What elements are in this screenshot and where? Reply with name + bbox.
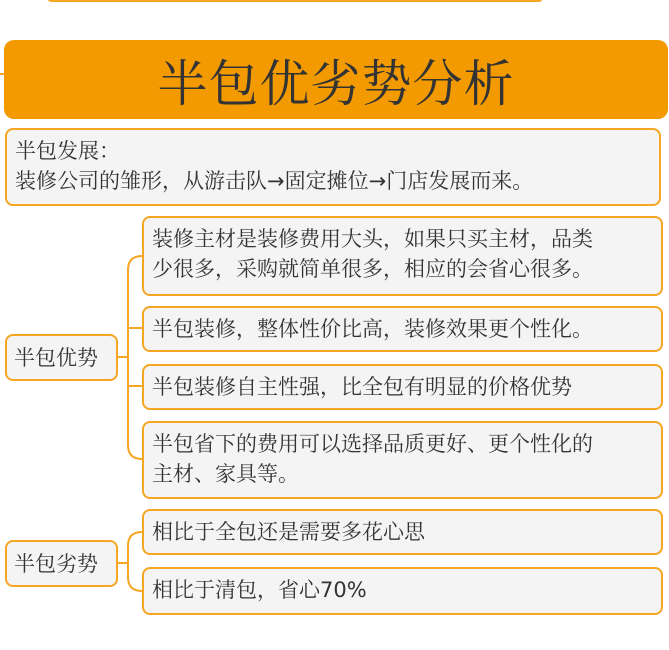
disadvantages-label: 半包劣势 — [14, 551, 98, 576]
advantage-item — [142, 306, 663, 352]
disadvantage-item-line: 相比于全包还是需要多花心思 — [152, 520, 425, 544]
disadvantage-item — [142, 567, 663, 615]
advantage-item-line: 少很多，采购就简单很多，相应的会省心很多。 — [152, 257, 593, 281]
advantage-item — [142, 421, 663, 499]
advantage-item-line: 半包省下的费用可以选择品质更好、更个性化的 — [152, 432, 593, 456]
advantage-item-line: 装修主材是装修费用大头，如果只买主材，品类 — [152, 227, 593, 251]
disadvantage-item — [142, 509, 663, 555]
advantage-item-line: 主材、家具等。 — [152, 462, 299, 486]
advantage-item — [142, 364, 663, 410]
development-heading: 半包发展： — [15, 139, 120, 163]
advantages-label-node — [5, 334, 118, 381]
advantage-item — [142, 216, 663, 296]
disadvantages-label-node — [5, 540, 118, 587]
disadvantage-item-line: 相比于清包，省心70% — [152, 578, 367, 602]
advantage-item-line: 半包装修自主性强，比全包有明显的价格优势 — [152, 375, 572, 399]
advantage-item-line: 半包装修，整体性价比高，装修效果更个性化。 — [152, 317, 593, 341]
advantages-label: 半包优势 — [14, 345, 98, 370]
page-title: 半包优劣势分析 — [157, 54, 515, 113]
development-body: 装修公司的雏形，从游击队→固定摊位→门店发展而来。 — [15, 169, 534, 193]
